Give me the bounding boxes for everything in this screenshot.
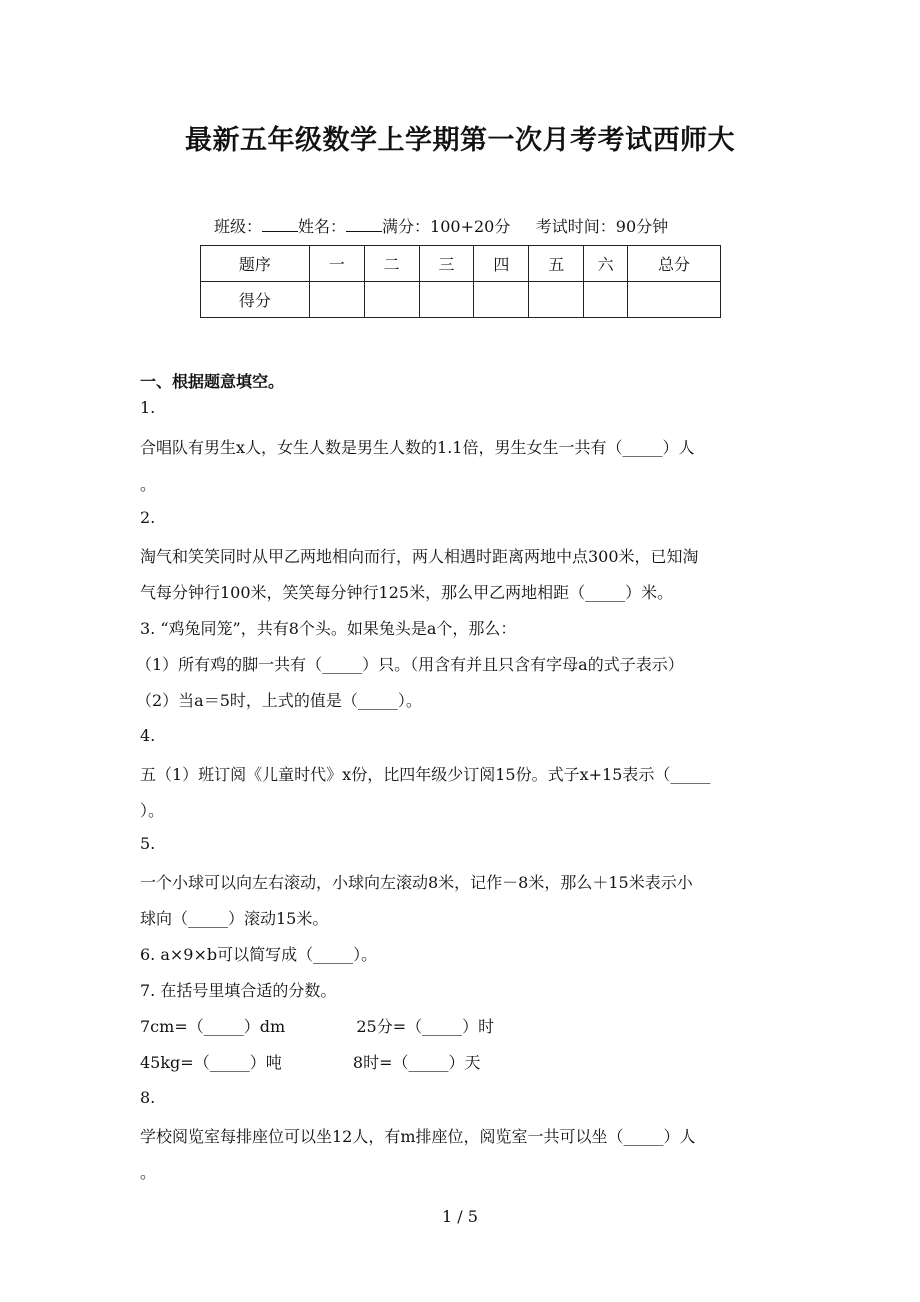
score-label: 满分：100+20分 [382, 217, 511, 236]
score-cell [584, 282, 628, 318]
score-header-cell: 四 [474, 246, 529, 282]
question-line: 4. [140, 726, 156, 745]
score-header-cell: 二 [364, 246, 419, 282]
question-line: （2）当a＝5时，上式的值是（_____）。 [136, 691, 422, 710]
score-cell [309, 282, 364, 318]
question-line: 。 [140, 475, 157, 494]
question-line: 淘气和笑笑同时从甲乙两地相向而行，两人相遇时距离两地中点300米，已知淘 [140, 547, 699, 566]
question-line: 气每分钟行100米，笑笑每分钟行125米，那么甲乙两地相距（_____）米。 [140, 583, 674, 602]
class-label: 班级： [214, 217, 263, 236]
score-header-cell: 一 [309, 246, 364, 282]
question-line: 球向（_____）滚动15米。 [140, 909, 329, 928]
score-cell [364, 282, 419, 318]
question-line: 合唱队有男生x人，女生人数是男生人数的1.1倍，男生女生一共有（_____）人 [140, 438, 695, 457]
question-line: 五（1）班订阅《儿童时代》x份，比四年级少订阅15份。式子x+15表示（_____ [140, 765, 711, 784]
question-line: （1）所有鸡的脚一共有（_____）只。（用含有并且只含有字母a的式子表示） [136, 655, 684, 674]
name-blank [346, 217, 382, 232]
question-line: 5. [140, 834, 156, 853]
score-row-label: 得分 [201, 282, 310, 318]
score-header-cell: 总分 [628, 246, 721, 282]
question-line: 45kg=（_____）吨 8时=（_____）天 [140, 1053, 481, 1072]
score-header-cell: 六 [584, 246, 628, 282]
score-cell [628, 282, 721, 318]
score-cell [474, 282, 529, 318]
name-label: 姓名： [298, 217, 347, 236]
page-number: 1 / 5 [442, 1207, 478, 1226]
score-table-header-row [201, 246, 721, 282]
time-label: 考试时间：90分钟 [535, 217, 669, 236]
score-table-score-row [201, 282, 721, 318]
score-header-cell: 三 [419, 246, 474, 282]
question-line: 7. 在括号里填合适的分数。 [140, 981, 337, 1000]
score-table [200, 245, 721, 318]
score-cell [529, 282, 584, 318]
question-line: 3. “鸡兔同笼”，共有8个头。如果兔头是a个，那么： [140, 619, 517, 638]
question-line: 学校阅览室每排座位可以坐12人，有m排座位，阅览室一共可以坐（_____）人 [140, 1127, 696, 1146]
score-header-cell: 五 [529, 246, 584, 282]
question-line: 一个小球可以向左右滚动，小球向左滚动8米，记作－8米，那么＋15米表示小 [140, 873, 693, 892]
question-line: 6. a×9×b可以简写成（_____）。 [140, 945, 378, 964]
section-title: 一、根据题意填空。 [140, 372, 285, 391]
question-line: 2. [140, 508, 156, 527]
question-line: 1. [140, 398, 156, 417]
question-line: 8. [140, 1088, 156, 1107]
page-title: 最新五年级数学上学期第一次月考考试西师大 [185, 125, 735, 156]
question-line: 7cm=（_____）dm 25分=（_____）时 [140, 1017, 495, 1036]
question-line: 。 [140, 1163, 157, 1182]
score-cell [419, 282, 474, 318]
exam-info [214, 214, 668, 237]
score-header-cell: 题序 [201, 246, 310, 282]
class-blank [262, 217, 298, 232]
question-line: ）。 [140, 801, 165, 820]
